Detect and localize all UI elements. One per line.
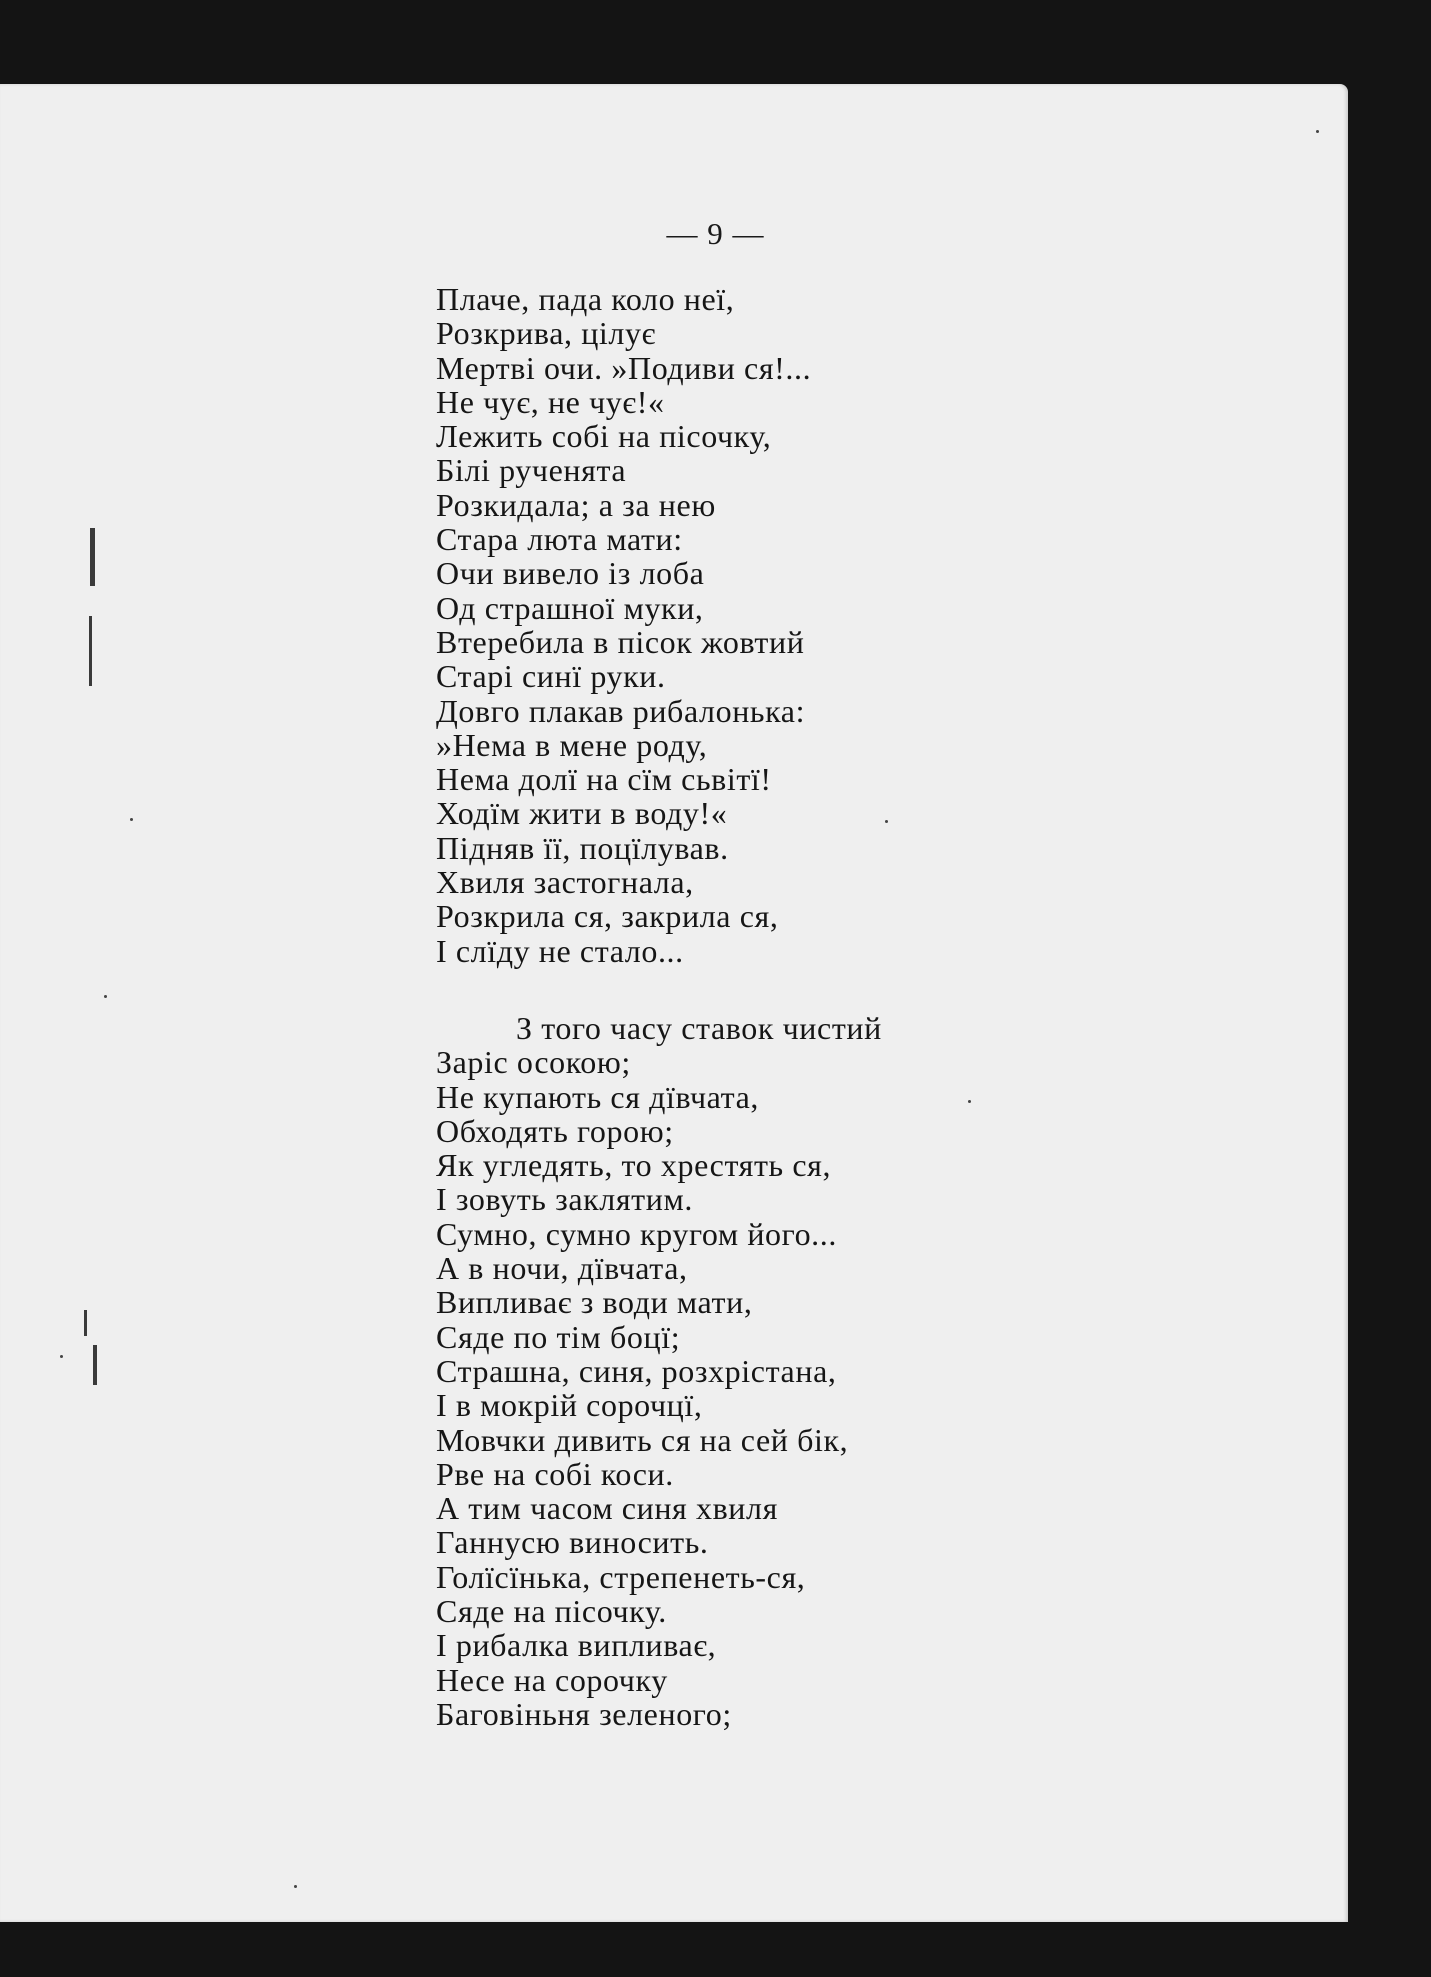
stanza-1 xyxy=(436,282,811,968)
poem-line: »Нема в мене роду, xyxy=(436,726,708,763)
poem-line: Очи вивело із лоба xyxy=(436,555,705,592)
poem-line: Нема долї на сїм сьвітї! xyxy=(436,761,772,798)
stanza-2 xyxy=(436,1011,882,1731)
poem-line: Втеребила в пісок жовтий xyxy=(436,623,805,660)
speck xyxy=(968,1100,971,1103)
poem-line: Сумно, сумно кругом його... xyxy=(436,1215,837,1252)
margin-mark-bottom xyxy=(93,1345,97,1385)
poem-line: Сяде на пісочку. xyxy=(436,1593,667,1630)
poem-line: Од страшної муки, xyxy=(436,589,704,626)
poem-line: Білі рученята xyxy=(436,452,627,489)
poem-line: Хвиля застогнала, xyxy=(436,864,694,901)
poem-line: Баговіньня зеленого; xyxy=(436,1695,732,1732)
poem-line: Не купають ся дївчата, xyxy=(436,1078,760,1115)
poem-line: Розкрила ся, закрила ся, xyxy=(436,898,779,935)
poem-line: І в мокрій сорочцї, xyxy=(436,1387,703,1424)
poem-line: Рве на собі коси. xyxy=(436,1455,674,1492)
poem-line: Ганнусю виносить. xyxy=(436,1524,709,1561)
poem-line: І зовуть заклятим. xyxy=(436,1181,693,1218)
page-number: — 9 — xyxy=(666,216,765,251)
poem-line: Не чує, не чує!« xyxy=(436,383,665,420)
poem-line: Старі синї руки. xyxy=(436,658,666,695)
poem-line: З того часу ставок чистий xyxy=(516,1010,882,1046)
poem-line: Лежить собі на пісочку, xyxy=(436,418,772,455)
margin-mark-lower xyxy=(84,1310,87,1336)
poem-line: Розкидала; а за нею xyxy=(436,486,716,523)
poem-line: А в ночи, дївчата, xyxy=(436,1250,688,1287)
speck xyxy=(294,1885,297,1888)
poem-line: Сяде по тім боцї; xyxy=(436,1318,681,1355)
speck xyxy=(104,995,107,998)
poem-line: Стара люта мати: xyxy=(436,521,683,558)
speck xyxy=(885,820,888,823)
poem-line: Як угледять, то хрестять ся, xyxy=(436,1147,832,1184)
poem-line: Мовчки дивить ся на сей бік, xyxy=(436,1421,849,1458)
poem-line: Плаче, пада коло неї, xyxy=(436,281,735,317)
poem-line: А тим часом синя хвиля xyxy=(436,1490,778,1527)
margin-mark-top xyxy=(90,528,95,586)
poem-line: Заріс осокою; xyxy=(436,1044,631,1081)
speck xyxy=(130,818,133,821)
poem-line: Підняв її, поцїлував. xyxy=(436,829,729,866)
poem-line: І слїду не стало... xyxy=(436,932,684,969)
speck xyxy=(60,1355,63,1358)
poem-line: Мертві очи. »Подиви ся!... xyxy=(436,349,812,386)
poem-line: Розкрива, цілує xyxy=(436,315,656,352)
poem-line: І рибалка випливає, xyxy=(436,1627,717,1664)
speck xyxy=(1316,130,1319,133)
margin-mark-upper xyxy=(89,616,92,686)
poem-line: Випливає з води мати, xyxy=(436,1284,753,1321)
poem-line: Ходїм жити в воду!« xyxy=(436,795,728,832)
poem-line: Голїсїнька, стрепенеть-ся, xyxy=(436,1558,806,1595)
poem-line: Обходять горою; xyxy=(436,1112,674,1149)
poem-line: Несе на сорочку xyxy=(436,1661,668,1698)
poem-line: Страшна, синя, розхрістана, xyxy=(436,1352,837,1389)
poem-line: Довго плакав рибалонька: xyxy=(436,692,806,729)
